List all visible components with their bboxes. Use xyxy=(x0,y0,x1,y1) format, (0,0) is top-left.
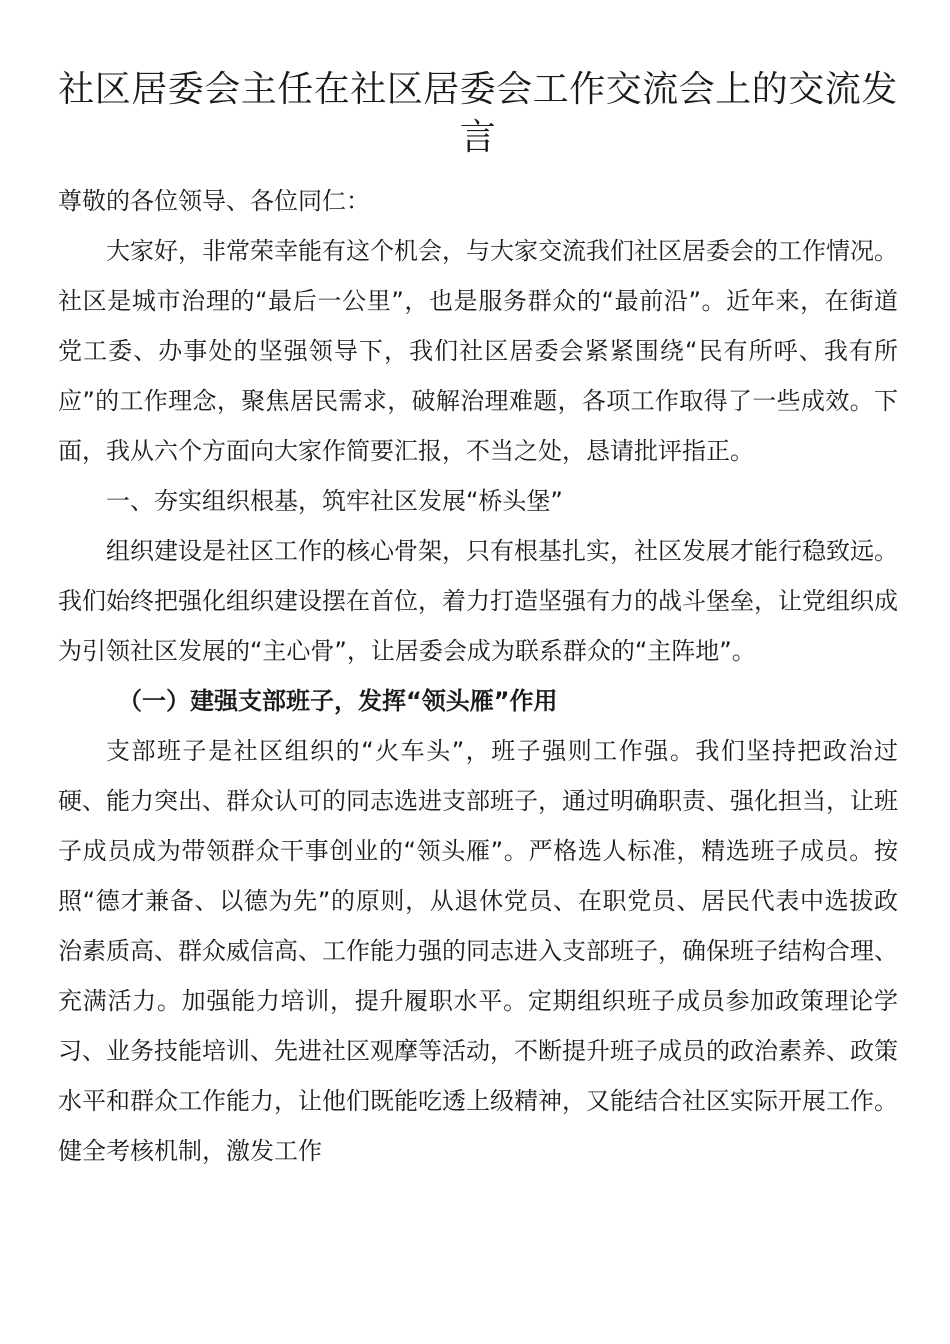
section-body: 组织建设是社区工作的核心骨架，只有根基扎实，社区发展才能行稳致远。我们始终把强化组织建设摆在首位，着力打造坚强有力的战斗堡垒，让党组织成为引领社区发展的“主心骨”，让居委会成为联系群众的“主阵地”。 xyxy=(58,537,898,665)
subsection-heading: （一）建强支部班子，发挥“领头雁”作用 xyxy=(118,687,558,715)
subsection-body: 支部班子是社区组织的“火车头”，班子强则工作强。我们坚持把政治过硬、能力突出、群众认可的同志选进支部班子，通过明确职责、强化担当，让班子成员成为带领群众干事创业的“领头雁”。严格选人标准，精选班子成员。按照“德才兼备、以德为先”的原则，从退休党员、在职党员、居民代表中选拔政治素质高、群众威信高、工作能力强的同志进入支部班子，确保班子结构合理、充满活力。加强能力培训，提升履职水平。定期组织班子成员参加政策理论学习、业务技能培训、先进社区观摩等活动，不断提升班子成员的政治素养、政策水平和群众工作能力，让他们既能吃透上级精神，又能结合社区实际开展工作。健全考核机制，激发工作 xyxy=(58,737,898,1165)
section-heading: 一、夯实组织根基，筑牢社区发展“桥头堡” xyxy=(106,487,563,515)
document-page xyxy=(58,0,898,1176)
intro-paragraph: 大家好，非常荣幸能有这个机会，与大家交流我们社区居委会的工作情况。社区是城市治理的“最后一公里”，也是服务群众的“最前沿”。近年来，在街道党工委、办事处的坚强领导下，我们社区居委会紧紧围绕“民有所呼、我有所应”的工作理念，聚焦居民需求，破解治理难题，各项工作取得了一些成效。下面，我从六个方面向大家作简要汇报，不当之处，恳请批评指正。 xyxy=(58,237,898,465)
document-title: 社区居委会主任在社区居委会工作交流会上的交流发言 xyxy=(58,69,898,158)
greeting: 尊敬的各位领导、各位同仁： xyxy=(58,187,370,215)
